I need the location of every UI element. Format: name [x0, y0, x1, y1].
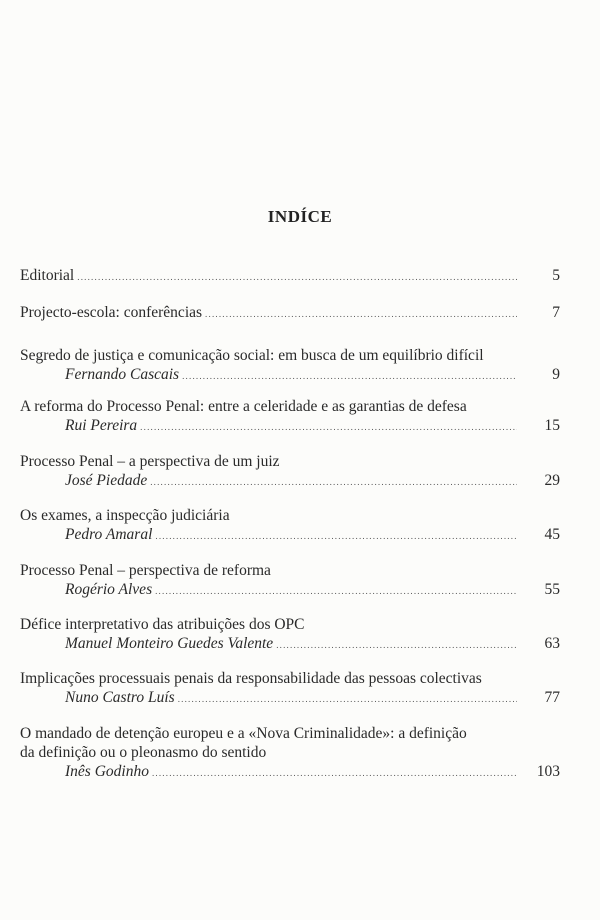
entry-title: Implicações processuais penais da responsabilidade das pessoas colectivas [20, 670, 482, 687]
toc-entry-projecto-escola [20, 303, 560, 324]
toc-entry-editorial [20, 266, 560, 287]
entry-author: Rui Pereira [65, 417, 138, 434]
entry-author: Manuel Monteiro Guedes Valente [65, 635, 274, 652]
dot-leader [178, 690, 517, 709]
toc-entry-segredo-de-justica [20, 346, 560, 386]
entry-title: A reforma do Processo Penal: entre a celeridade e as garantias de defesa [20, 398, 467, 415]
dot-leader [205, 305, 517, 324]
dot-leader [155, 527, 517, 546]
page-number: 103 [536, 763, 560, 780]
dot-leader [276, 636, 517, 655]
page-number: 63 [544, 635, 560, 652]
page-number: 29 [544, 472, 560, 489]
entry-title-continued: da definição ou o pleonasmo do sentido [20, 744, 267, 761]
entry-title: Processo Penal – perspectiva de reforma [20, 562, 271, 579]
dot-leader [140, 418, 517, 437]
page-number: 15 [544, 417, 560, 434]
toc-entry-defice-interpretativo [20, 615, 560, 655]
entry-author: Rogério Alves [65, 581, 153, 598]
dot-leader [150, 473, 517, 492]
page-number: 9 [552, 366, 560, 383]
page-number: 7 [552, 304, 560, 321]
entry-author: José Piedade [65, 472, 148, 489]
toc-entry-reforma-processo-penal [20, 397, 560, 437]
toc-entry-os-exames [20, 506, 560, 546]
entry-title: Editorial [20, 267, 75, 284]
toc-entry-perspectiva-juiz [20, 452, 560, 492]
entry-title: O mandado de detenção europeu e a «Nova Criminalidade»: a definição [20, 725, 467, 742]
toc-entry-perspectiva-reforma [20, 561, 560, 601]
entry-title: Projecto-escola: conferências [20, 304, 203, 321]
dot-leader [155, 582, 517, 601]
entry-author: Inês Godinho [65, 763, 149, 780]
entry-title: Défice interpretativo das atribuições dos OPC [20, 616, 305, 633]
page-title: INDÍCE [267, 207, 333, 226]
page-number: 77 [544, 689, 560, 706]
entry-title: Os exames, a inspecção judiciária [20, 507, 230, 524]
dot-leader [152, 764, 517, 783]
toc-entry-implicacoes-processuais [20, 669, 560, 709]
entry-title: Segredo de justiça e comunicação social: em busca de um equilíbrio difícil [20, 347, 484, 364]
toc-entry-mandado-detencao [20, 724, 560, 783]
page-number: 55 [544, 581, 560, 598]
entry-author: Nuno Castro Luís [65, 689, 175, 706]
page-number: 5 [552, 267, 560, 284]
entry-title: Processo Penal – a perspectiva de um juiz [20, 453, 280, 470]
entry-author: Fernando Cascais [65, 366, 180, 383]
dot-leader [182, 367, 517, 386]
page-number: 45 [544, 526, 560, 543]
entry-author: Pedro Amaral [65, 526, 153, 543]
dot-leader [77, 268, 517, 287]
